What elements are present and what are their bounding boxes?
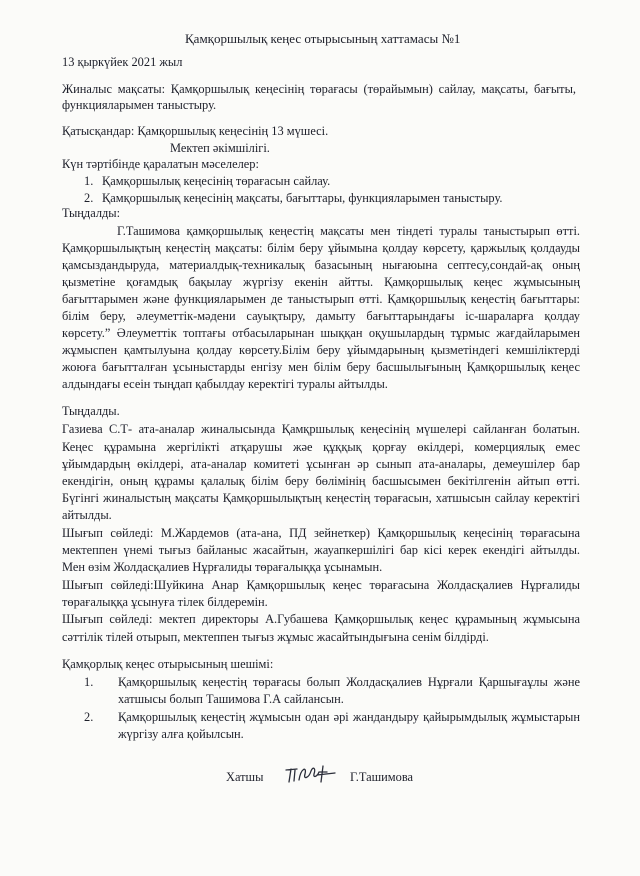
decision-number: 2. (84, 710, 94, 724)
speech-line: Шығып сөйледі:Шуйкина Анар Қамқоршылық кеңес төрағасына Жолдасқалиев Нұрғалиды (62, 578, 580, 592)
signature-name: Г.Ташимова (350, 770, 414, 784)
paragraph-line: Кеңес құрамына жергілікті атқарушы жәе құққық қорғау өкілдері, комерциялық емес (62, 440, 580, 454)
paragraph-line: екендігін, оның құрамы қалалық білім беру бөлімінің басшысымен бекітілгенін айтып өтті. (62, 474, 580, 488)
agenda-item-number: 2. (84, 191, 94, 205)
document-date: 13 қыркүйек 2021 жыл (62, 55, 183, 69)
agenda-item-text: Қамқоршылық кеңесінің төрағасын сайлау. (102, 174, 331, 188)
speech-line: сәттілік тілей отырып, мектеппен тығыз жұмыс жасайтындығына сенім білдірді. (62, 630, 489, 644)
paragraph-line: Бүгінгі жиналыстың мақсаты Қамқоршылықтың кеңестің төрағасын, хатшысын сайлау керектігі (62, 491, 580, 505)
paragraph-line: көрсету.” Әлеуметтік топтағы отбасыларынан шыққан оқушылардың тұрмыс жағдайларымен (62, 326, 580, 340)
speech-line: Мен өзім Жолдасқалиев Нұрғалиды төрағалыққа ұсынамын. (62, 560, 383, 574)
agenda-item (84, 174, 330, 188)
signature-role: Хатшы (226, 770, 264, 784)
speech-line: Шығып сөйледі: М.Жардемов (ата-ана, ПД зейнеткер) Қамқоршылық кеңесінің төрағасына (62, 526, 580, 540)
paragraph-line: қызметіне қоғамдық бақылау жүргізу екенін айтты. Қамқоршылық кеңес жұмысының (62, 275, 580, 289)
speech-line: мектеппен үнемі тығыз байланыс жасайтын, жауапкершілігі бар кісі керек екендігі айтылды. (62, 543, 580, 557)
decision-line: жүргізу алға қойылсын. (118, 727, 244, 741)
document-title: Қамқоршылық кеңес отырысының хаттамасы №1 (185, 31, 461, 46)
purpose-line: Жиналыс мақсаты: Қамқоршылық кеңесінің төрағасы (төрайымын) сайлау, мақсаты, бағыты, (62, 82, 576, 96)
paragraph-line: Қамқоршылықтың кеңестің мақсаты: білім беру ұйымына қолдау көрсету, қаржылық қолдауды (62, 241, 580, 255)
handwritten-signature (283, 762, 341, 786)
paragraph-line: білім беру, әлеуметтік-мәдени сауықтыру, дамыту бағыттарындағы іс-шараларға қолдау (62, 309, 580, 323)
paragraph-line: жұмыспен қамтылуына қолдау көрсету.Білім беру ұйымдарының қызметіндегі кемшіліктерді (62, 343, 580, 357)
paragraph-line: жоюға бағытталған ұсыныстарды енгізу мен білім беру басшылығының Қамқоршылық кеңес (62, 360, 580, 374)
paragraph-line: Г.Ташимова қамқоршылық кеңестің мақсаты мен тіндеті туралы таныстырып өтті. (117, 224, 580, 238)
heard-label: Тыңдалды: (62, 206, 121, 220)
agenda-item-number: 1. (84, 174, 94, 188)
paragraph-line: қамсыздандыруда, материалдық-техникалық базасының нығаюына септесу,сондай-ақ оның (62, 258, 580, 272)
decision-line: Қамқоршылық кеңестің жұмысын одан әрі жандандыру қайырымдылық жұмыстарын (118, 710, 580, 724)
speech-line: төрағалыққа ұсынуға тілек білдеремін. (62, 595, 268, 609)
decision-line: хатшысы болып Ташимова Г.А сайлансын. (118, 692, 344, 706)
speech-line: Шығып сөйледі: мектеп директоры А.Губашева Қамқоршылық кеңес құрамының жұмысына (62, 612, 580, 626)
paragraph-line: алдындағы есеін тыңдап қабылдау керектігі туралы айтылды. (62, 377, 388, 391)
paragraph-line: ұйымдардың өкілдері, ата-аналар комитеті ұсынған әр сынып ата-аналары, демеушілер бар (62, 457, 580, 471)
heard-label: Тыңдалды. (62, 404, 120, 418)
participants-line: Қатысқандар: Қамқоршылық кеңесінің 13 мүшесі. (62, 124, 329, 138)
agenda-item-text: Қамқоршылық кеңесінің мақсаты, бағыттары, функцияларымен таныстыру. (102, 191, 503, 205)
participants-line: Мектеп әкімшілігі. (170, 141, 270, 155)
paragraph-line: бағыттарымен және функцияларымен де таныстырып өтті. Қамқоршылық кеңестің бағыттары: (62, 292, 580, 306)
paragraph-line: Газиева С.Т- ата-аналар жиналысында Қамқршылық кеңесінің мүшелері сайланған болатын. (62, 422, 580, 436)
decision-heading: Қамқорлық кеңес отырысының шешімі: (62, 657, 274, 671)
purpose-line: функцияларымен таныстыру. (62, 98, 217, 112)
paragraph-line: айтылды. (62, 508, 112, 522)
agenda-item (84, 191, 503, 205)
decision-line: Қамқоршылық кеңестің төрағасы болып Жолдасқалиев Нұрғали Қаршығаұлы және (118, 675, 580, 689)
agenda-heading: Күн тәртібінде қаралатын мәселелер: (62, 157, 259, 171)
decision-number: 1. (84, 675, 94, 689)
